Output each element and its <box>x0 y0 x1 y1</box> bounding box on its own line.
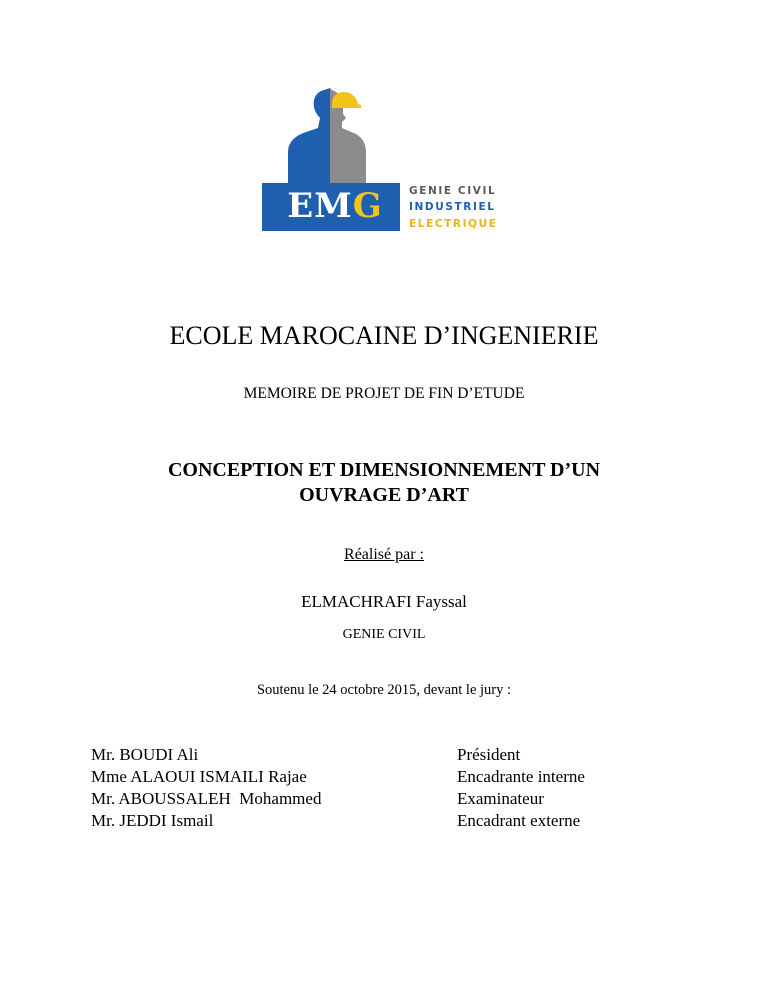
jury-member-name: Mr. BOUDI Ali <box>91 745 199 764</box>
jury-member-role: Encadrante interne <box>457 767 585 786</box>
school-name: ECOLE MAROCAINE D’INGENIERIE <box>169 321 599 350</box>
author-filiere: GENIE CIVIL <box>342 627 426 642</box>
defense-date: Soutenu le 24 octobre 2015, devant le jury : <box>256 682 512 698</box>
jury-row <box>91 744 651 766</box>
realise-par-label: Réalisé par : <box>344 546 424 563</box>
jury-row <box>91 766 651 788</box>
logo-tag-industriel: INDUSTRIEL <box>409 201 496 213</box>
jury-row <box>91 810 651 832</box>
jury-member-role: Examinateur <box>457 789 544 808</box>
thesis-title-line-1: CONCEPTION ET DIMENSIONNEMENT D’UN <box>167 459 601 481</box>
realise-par <box>0 545 768 565</box>
jury-member-name: Mr. ABOUSSALEH Mohammed <box>91 789 322 808</box>
document-type: MEMOIRE DE PROJET DE FIN D’ETUDE <box>243 385 525 402</box>
jury-member-role: Encadrant externe <box>457 811 581 830</box>
jury-member-role: Président <box>457 745 521 764</box>
jury-list <box>91 744 651 832</box>
jury-member-name: Mme ALAOUI ISMAILI Rajae <box>91 767 307 786</box>
thesis-title <box>0 458 768 508</box>
logo-tag-electrique: ELECTRIQUE <box>409 218 498 230</box>
logo-tag-genie-civil: GENIE CIVIL <box>409 185 497 197</box>
thesis-title-line-2: OUVRAGE D’ART <box>299 484 469 506</box>
jury-row <box>91 788 651 810</box>
author-name: ELMACHRAFI Fayssal <box>301 592 467 611</box>
logo-emg-text: EMG <box>287 186 383 226</box>
emg-logo <box>262 88 512 238</box>
jury-member-name: Mr. JEDDI Ismail <box>91 811 214 830</box>
